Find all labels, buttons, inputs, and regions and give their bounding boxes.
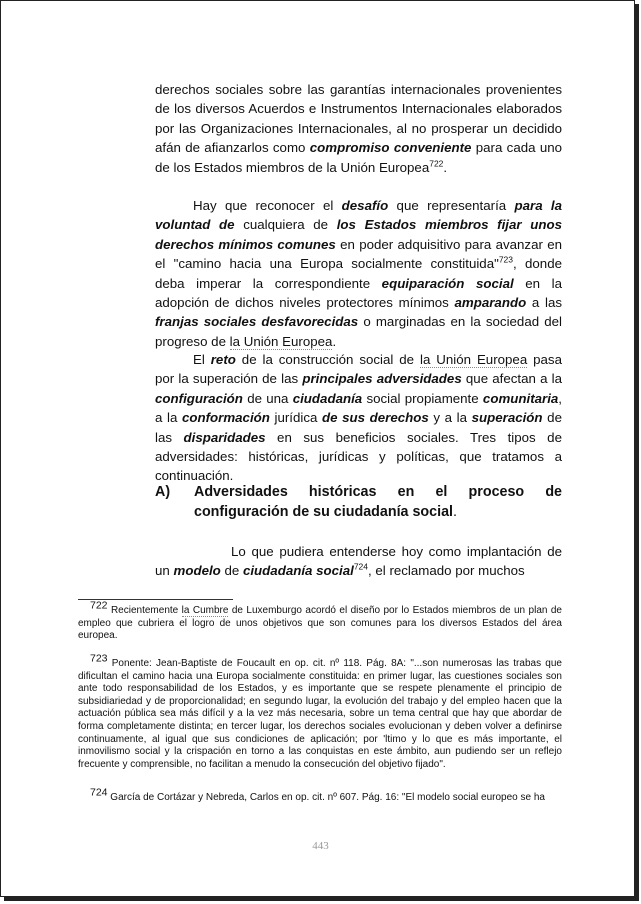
section-title: Adversidades históricas en el proceso de configuración de su ciudadanía social. xyxy=(194,484,562,520)
paragraph-3: El reto de la construcción social de la Unión Europea pasa por la superación de las principales adversidades que afectan a la configuración de una ciudadanía social propiamente comunitaria, a la conformación jurídica de sus derechos y a la superación de las disparidades en sus beneficios sociales. Tres tipos de adversidades: históricas, jurídicas y políticas, que tratamos a continuación. xyxy=(155,352,562,484)
page-number: 443 xyxy=(312,840,329,852)
section-letter: A) xyxy=(155,484,171,500)
page-shadow-bottom xyxy=(4,897,639,901)
footnote-ref-724[interactable]: 724 xyxy=(353,561,369,572)
footnote-722: $^{722}$ Recientemente la Cumbre de Luxemburgo acordó el diseño por lo Estados miembros de un plan de empleo que cubriera el logro de unos objetivos que son comunes para los diversos Estados del área europea. xyxy=(78,599,562,642)
paragraph-2: Hay que reconocer el desafío que representaría para la voluntad de cualquiera de los Estados miembros fijar unos derechos mínimos comunes en poder adquisitivo para avanzar en el "camino hacia una Europa socialmente constituida"$^{723}$, donde deba imperar la correspondiente equiparación social en la adopción de dichos niveles protectores mínimos amparando a las franjas sociales desfavorecidas o marginadas en la sociedad del progreso de la Unión Europea. xyxy=(155,198,563,349)
footnote-724: $^{724}$ García de Cortázar y Nebreda, Carlos en op. cit. nº 607. Pág. 16: "El modelo social europeo se ha xyxy=(90,786,545,803)
paragraph-1: derechos sociales sobre las garantías internacionales provenientes de los diversos Acuerdos e Instrumentos Internacionales elaborados por las Organizaciones Internacionales, al no prosperar un decidido afán de afianzarlos como compromiso conveniente para cada uno de los Estados miembros de la Unión Europea$^{722}$. xyxy=(155,82,563,175)
page-shadow-right xyxy=(635,4,639,901)
paragraph-4: Lo que pudiera entenderse hoy como implantación de un modelo de ciudadanía social$^{724}$, el reclamado por muchos xyxy=(155,544,562,579)
footnote-723: $^{723}$ Ponente: Jean-Baptiste de Foucault en op. cit. nº 118. Pág. 8A: "...son numerosas las trabas que dificultan el camino hacia una Europa socialmente constituida: en primer lugar, las cuestiones sociales son ante todo responsabilidad de los Estados, y es importante que se respete plenamente el principio de subsidiariedad y de proporcionalidad; en segundo lugar, la evolución del trabajo y del empleo hacen que la actuación pública sea más difícil y a la vez más necesaria, sobre un tema central que hay que abordar de forma completamente distinta; en tercer lugar, los derechos sociales evolucionan y deben volver a definirse continuamente, al igual que sus condiciones de aplicación; por 'ltimo y lo que es más importante, el inmovilismo social y la crispación en torno a las conquistas en este ámbito, aun pudiendo ser un reflejo frecuente y comprensible, no facilitan a menudo la consecución del objetivo fijado". xyxy=(78,652,562,770)
footnote-ref-723[interactable]: 723 xyxy=(498,254,514,265)
footnote-ref-722[interactable]: 722 xyxy=(429,158,444,169)
